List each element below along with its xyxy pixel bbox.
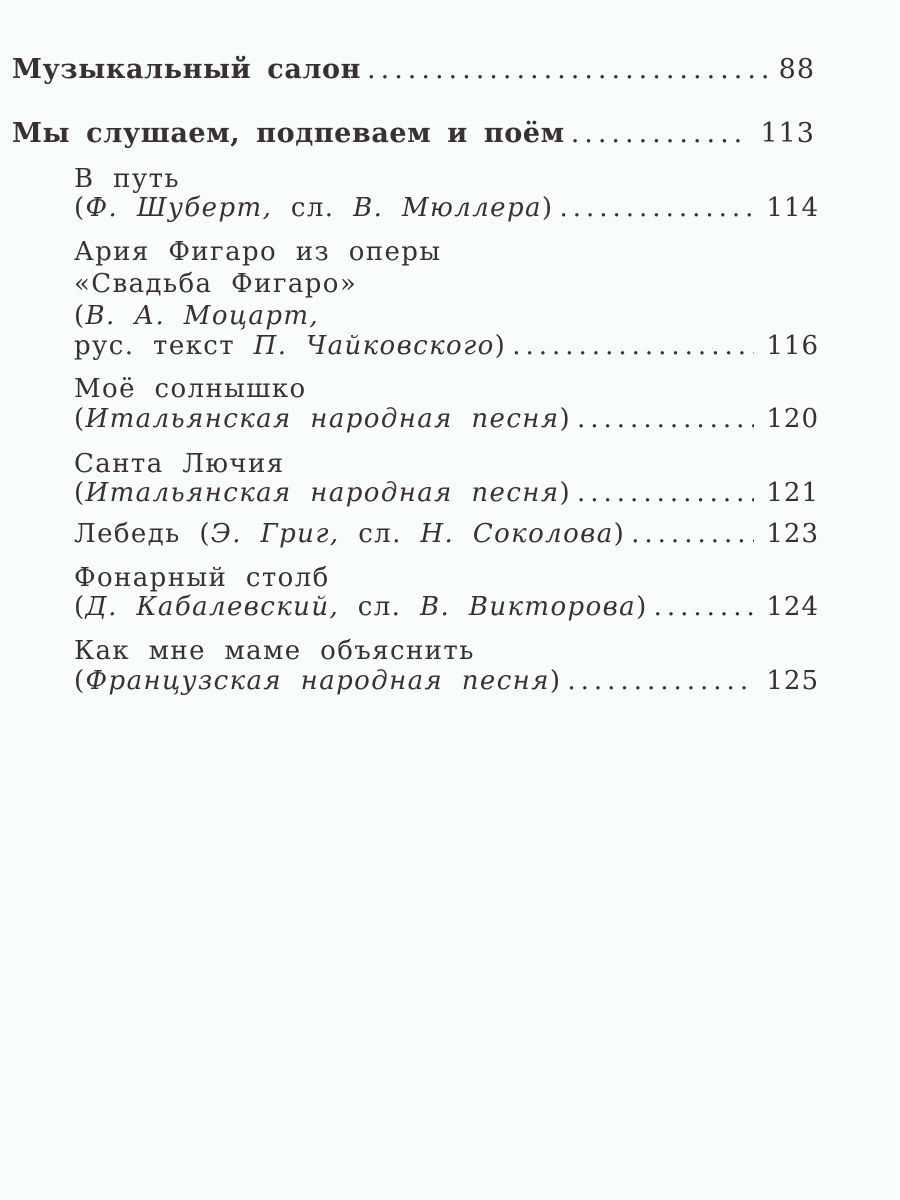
dot-leader [571, 118, 749, 149]
section-title: Музыкальный салон [12, 54, 362, 85]
entry-credits: (Итальянская народная песня) [74, 478, 571, 508]
page-number: 125 [766, 666, 819, 696]
dot-leader [567, 666, 754, 696]
entry-title: Фонарный столб [74, 563, 330, 593]
toc-entry-title [74, 269, 819, 299]
entry-title: Как мне маме объяснить [74, 636, 475, 666]
dot-leader [512, 331, 754, 361]
dot-leader [631, 519, 754, 549]
entry-title: В путь [74, 164, 180, 194]
toc-entry-credits[interactable] [74, 193, 819, 223]
page-number: 114 [766, 193, 819, 223]
toc-entry-credits[interactable] [74, 478, 819, 508]
entry-credits: (Д. Кабалевский, сл. В. Викторова) [74, 592, 648, 622]
toc-entry-title[interactable] [74, 449, 819, 479]
page-number: 116 [766, 331, 819, 361]
page-number: 113 [760, 118, 815, 149]
entry-credits: рус. текст П. Чайковского) [74, 331, 507, 361]
dot-leader [367, 54, 767, 85]
dot-leader [577, 478, 754, 508]
dot-leader [559, 193, 754, 223]
toc-entry-title[interactable] [74, 636, 819, 666]
page-number: 88 [778, 54, 815, 85]
entry-title: «Свадьба Фигаро» [74, 269, 358, 299]
page-number: 121 [766, 478, 819, 508]
page-number: 124 [766, 592, 819, 622]
entry-credits: (Итальянская народная песня) [74, 404, 571, 434]
toc-section[interactable] [12, 118, 815, 149]
toc-entry-credits[interactable] [74, 666, 819, 696]
toc-entry-credits[interactable] [74, 404, 819, 434]
entry-credits: (Ф. Шуберт, сл. В. Мюллера) [74, 193, 554, 223]
section-title: Мы слушаем, подпеваем и поём [12, 118, 565, 149]
entry-title: Санта Лючия [74, 449, 285, 479]
entry-title: Моё солнышко [74, 374, 307, 404]
toc-entry-title[interactable] [74, 374, 819, 404]
entry-title-credits: Лебедь (Э. Григ, сл. Н. Соколова) [74, 519, 626, 549]
dot-leader [577, 404, 754, 434]
page-number: 123 [766, 519, 819, 549]
entry-credits: (В. А. Моцарт, [74, 301, 320, 331]
dot-leader [654, 592, 755, 622]
page-number: 120 [766, 404, 819, 434]
entry-title: Ария Фигаро из оперы [74, 237, 442, 267]
toc-entry-credits [74, 301, 819, 331]
toc-entry-credits[interactable] [74, 592, 819, 622]
toc-entry-title[interactable] [74, 563, 819, 593]
toc-entry-title[interactable] [74, 237, 819, 267]
toc-section[interactable] [12, 54, 815, 85]
toc-entry-credits[interactable] [74, 519, 819, 549]
toc-entry-title[interactable] [74, 164, 819, 194]
toc-entry-credits[interactable] [74, 331, 819, 361]
entry-credits: (Французская народная песня) [74, 666, 562, 696]
